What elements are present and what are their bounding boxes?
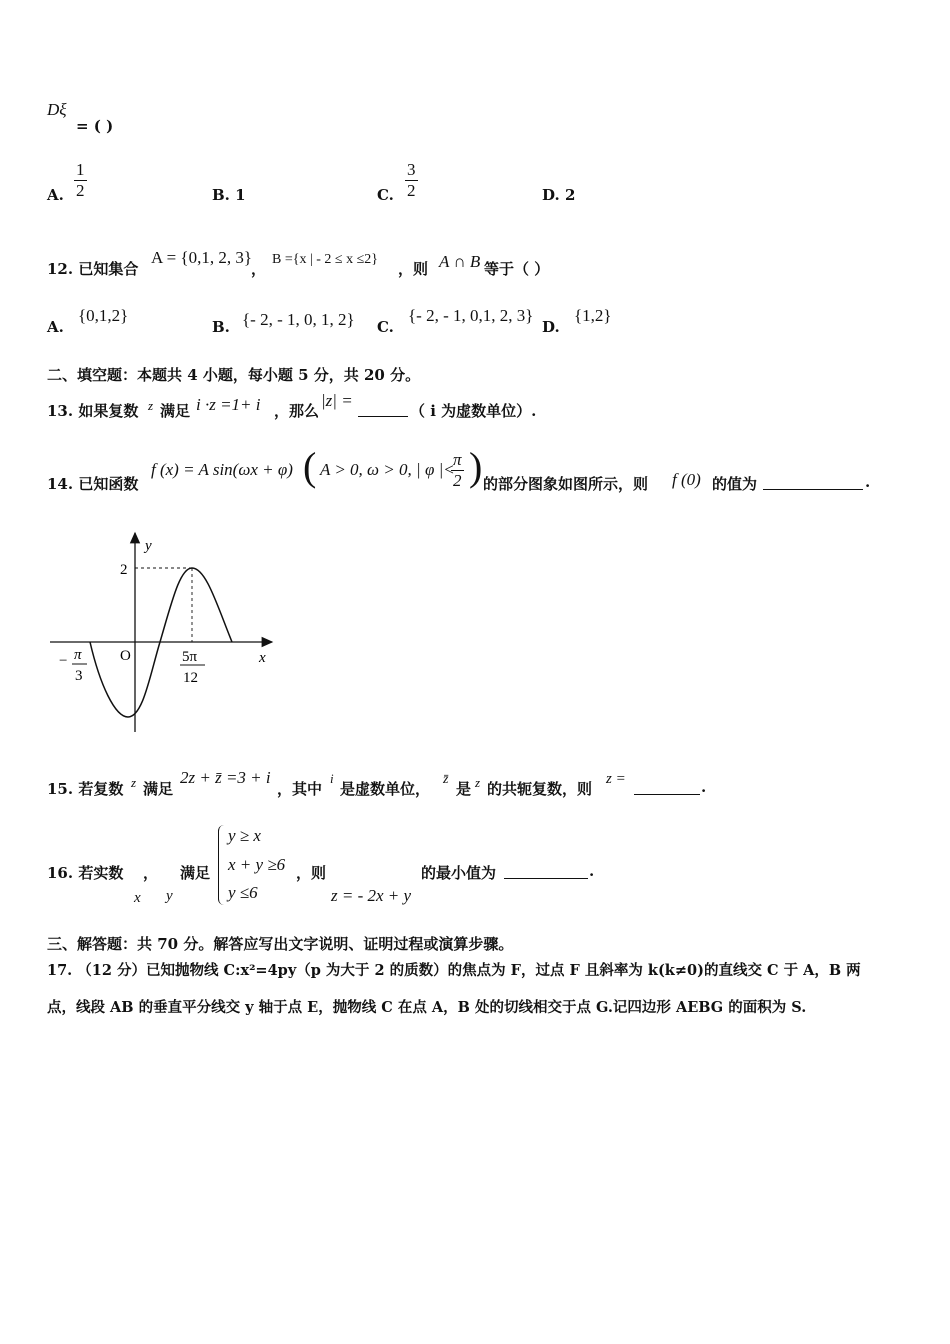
left-tick-den: 3 bbox=[75, 668, 83, 684]
q15-text6: 的共轭复数，则 bbox=[487, 780, 593, 798]
q15-zeq: z = bbox=[606, 771, 626, 787]
q16-stem: 16. 若实数 bbox=[47, 864, 124, 882]
q15-text4: 是虚数单位， bbox=[340, 780, 431, 798]
q12-set-a: A = {0,1, 2, 3} bbox=[151, 248, 252, 267]
q12-stem: 12. 已知集合 bbox=[47, 260, 139, 278]
q11-option-c-label: C. bbox=[377, 186, 394, 204]
q12-option-c-value: {- 2, - 1, 0,1, 2, 3} bbox=[408, 306, 534, 325]
q16-text4: 的最小值为 bbox=[421, 864, 497, 882]
section-2-heading: 二、填空题：本题共 4 小题，每小题 5 分，共 20 分。 bbox=[47, 366, 421, 384]
q15-answer-blank[interactable] bbox=[634, 778, 700, 799]
q16-y: y bbox=[166, 888, 173, 904]
q16-comma: ， bbox=[143, 864, 159, 882]
q12-option-a-label: A. bbox=[47, 318, 64, 336]
q12-option-d-value: {1,2} bbox=[574, 306, 612, 325]
q11-paren: = ( ) bbox=[76, 117, 114, 135]
q14-answer-blank[interactable] bbox=[763, 473, 863, 494]
q15-text2: 满足 bbox=[143, 780, 174, 798]
q13-text3: ，那么 bbox=[274, 402, 320, 420]
right-tick-den: 12 bbox=[183, 670, 198, 686]
q14-paren-left: ( bbox=[303, 444, 317, 489]
q16-x: x bbox=[134, 890, 141, 906]
q16-constraint-2: x + y ≥6 bbox=[228, 855, 286, 874]
origin-label: O bbox=[120, 648, 131, 664]
q16-answer-blank[interactable] bbox=[504, 862, 588, 883]
x-axis-label: x bbox=[259, 650, 266, 666]
q14-condition: A > 0, ω > 0, | φ |< bbox=[320, 460, 455, 479]
q12-comma: ， bbox=[251, 260, 267, 278]
q13-answer-blank[interactable] bbox=[358, 400, 408, 421]
q11-option-d: D. 2 bbox=[542, 186, 576, 204]
q13-text4: （ i 为虚数单位）. bbox=[410, 402, 537, 420]
q14-paren-right: ) bbox=[469, 444, 483, 489]
q12-set-b: B ={x | - 2 ≤ x ≤2} bbox=[272, 252, 379, 267]
q13-stem: 13. 如果复数 bbox=[47, 402, 139, 420]
q11-stem bbox=[47, 100, 67, 120]
q14-text3: 的值为 bbox=[712, 475, 758, 493]
q11-option-a-label: A. bbox=[47, 186, 64, 204]
q14-stem: 14. 已知函数 bbox=[47, 475, 139, 493]
q15-text5: 是 bbox=[456, 780, 472, 798]
q14-f0: f (0) bbox=[672, 470, 701, 489]
y-axis-label: y bbox=[145, 538, 152, 554]
q16-text2: 满足 bbox=[180, 864, 211, 882]
q12-option-b-value: {- 2, - 1, 0, 1, 2} bbox=[242, 310, 355, 329]
q13-z: z bbox=[148, 398, 154, 413]
q12-intersect: A ∩ B bbox=[439, 252, 481, 271]
sine-graph bbox=[40, 525, 280, 740]
q15-equation: 2z + z̄ =3 + i bbox=[180, 768, 271, 787]
q14-text2: 的部分图象如图所示，则 bbox=[483, 475, 649, 493]
section-3-heading: 三、解答题：共 70 分。解答应写出文字说明、证明过程或演算步骤。 bbox=[47, 935, 514, 953]
q11-option-b: B. 1 bbox=[212, 186, 246, 204]
q12-option-a-value: {0,1,2} bbox=[78, 306, 129, 325]
q17-line-1: 17. （12 分）已知抛物线 C:x²=4py（p 为大于 2 的质数）的焦点为 F，过点 F 且斜率为 k(k≠0)的直线交 C 于 A，B 两 bbox=[47, 962, 861, 979]
q14-pi-over-2: $\frac{\pi}{2}$ bbox=[453, 450, 462, 490]
left-tick-sign: − bbox=[59, 653, 68, 669]
q15-stem: 15. 若复数 bbox=[47, 780, 124, 798]
right-tick-num: 5π bbox=[182, 649, 198, 665]
q16-objective: z = - 2x + y bbox=[331, 886, 412, 905]
q11-expr: Dξ bbox=[47, 100, 67, 119]
q12-tail: 等于（ ） bbox=[484, 260, 550, 278]
q14-end: . bbox=[865, 473, 871, 491]
q12-option-d-label: D. bbox=[542, 318, 560, 336]
q15-text3: ，其中 bbox=[277, 780, 323, 798]
q15-end: . bbox=[701, 778, 707, 796]
q13-abs-z: |z| = bbox=[321, 391, 353, 410]
q16-end: . bbox=[589, 862, 595, 880]
q11-option-c-value: $\frac{3}{2}$ bbox=[407, 160, 416, 200]
q15-z2: z bbox=[475, 775, 481, 790]
q16-system-brace bbox=[218, 825, 227, 905]
q16-constraint-1: y ≥ x bbox=[228, 826, 261, 845]
q12-option-b-label: B. bbox=[212, 318, 230, 336]
q13-equation: i ·z =1+ i bbox=[196, 395, 261, 414]
q11-option-a-value: $\frac{1}{2}$ bbox=[76, 160, 85, 200]
q15-i: i bbox=[330, 771, 334, 786]
q12-then: ，则 bbox=[398, 260, 429, 278]
q17-line-2: 点，线段 AB 的垂直平分线交 y 轴于点 E，抛物线 C 在点 A，B 处的切线相交于点 G.记四边形 AEBG 的面积为 S. bbox=[47, 999, 807, 1016]
q15-zbar: z̄ bbox=[443, 772, 449, 787]
y-tick-2: 2 bbox=[120, 562, 128, 578]
q15-z: z bbox=[131, 775, 137, 790]
q14-function: f (x) = A sin(ωx + φ) bbox=[151, 460, 293, 479]
q13-text2: 满足 bbox=[160, 402, 191, 420]
q16-text3: ，则 bbox=[296, 864, 327, 882]
left-tick-num: π bbox=[74, 647, 82, 663]
q12-option-c-label: C. bbox=[377, 318, 394, 336]
q16-constraint-3: y ≤6 bbox=[228, 883, 258, 902]
